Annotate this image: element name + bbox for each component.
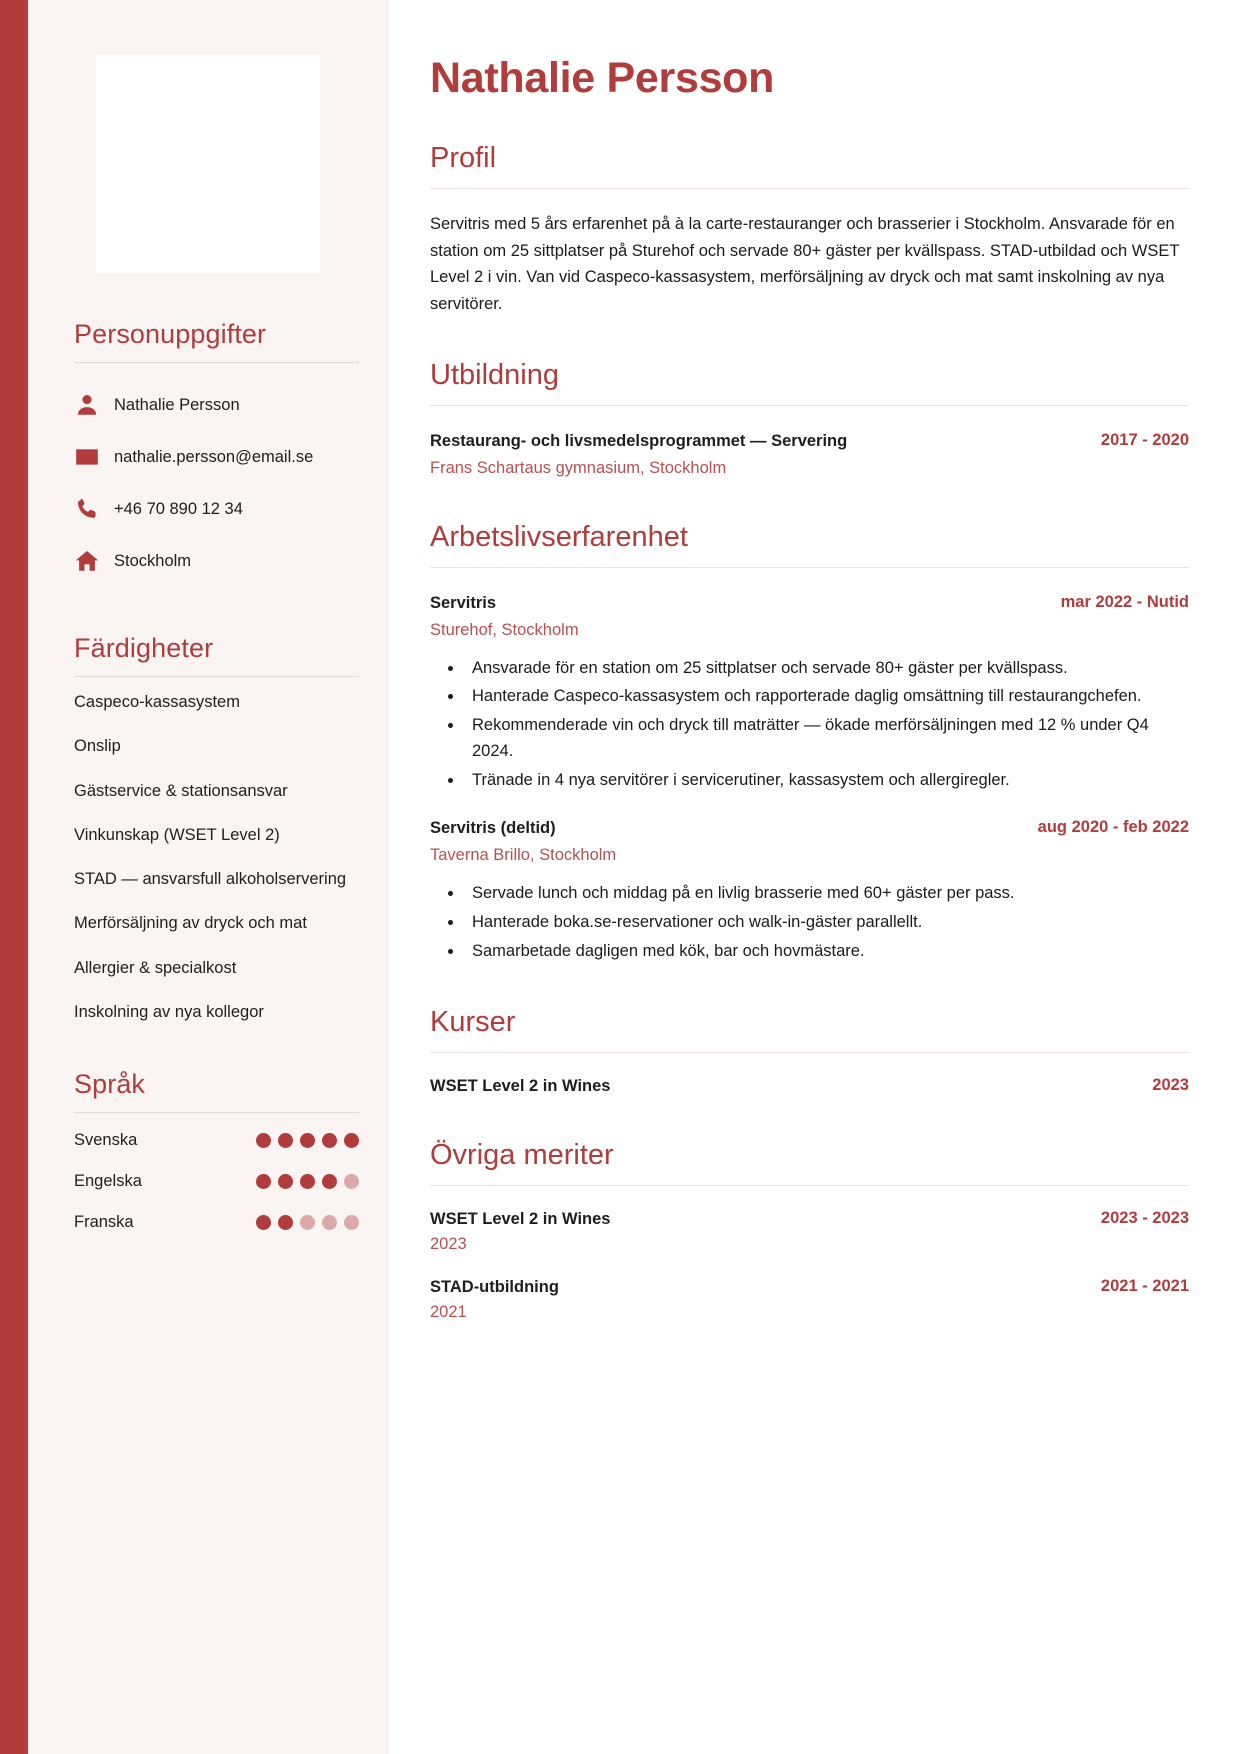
section-heading-profile: Profil [430,142,497,175]
education-institution: Frans Schartaus gymnasium, Stockholm [430,458,727,477]
skill-item: Caspeco-kassasystem [74,693,240,711]
experience-entry [430,592,1189,794]
personal-details-heading: Personuppgifter [74,319,267,349]
merit-title: STAD-utbildning [430,1278,559,1297]
contact-row-phone[interactable] [74,483,359,535]
education-date: 2017 - 2020 [1100,430,1189,449]
skill-item: Merförsäljning av dryck och mat [74,914,307,933]
divider [430,1185,1189,1186]
main-content [388,0,1241,1754]
home-icon [74,548,114,574]
education-title: Restaurang- och livsmedelsprogrammet — Servering [430,431,848,450]
merit-title: WSET Level 2 in Wines [430,1210,611,1229]
language-level-dot [322,1174,337,1189]
language-level-dots [256,1133,359,1148]
phone-icon [74,496,114,522]
section-heading-education: Utbildning [430,358,559,391]
course-date: 2023 [1152,1075,1189,1094]
experience-bullet: • Samarbetade dagligen med kök, bar och hovmästare. [464,939,1189,965]
skills-list [74,691,359,1023]
skills-heading: Färdigheter [74,633,214,663]
language-name: Franska [74,1213,134,1232]
language-level-dot [344,1174,359,1189]
experience-date: mar 2022 - Nutid [1060,592,1189,611]
divider [74,676,359,677]
language-row [74,1172,359,1191]
experience-bullet: • Tränade in 4 nya servitörer i servicerutiner, kassasystem och allergiregler. [464,768,1189,794]
language-level-dot [300,1174,315,1189]
languages-heading: Språk [74,1069,146,1100]
skill-item: Gästservice & stationsansvar [74,781,288,800]
course-entry [430,1075,1189,1099]
language-level-dot [256,1133,271,1148]
merit-entry [430,1276,1189,1322]
language-level-dot [300,1215,315,1230]
skill-item: Allergier & specialkost [74,958,237,977]
experience-bullet: • Rekommenderade vin och dryck till maträtter — ökade merförsäljningen med 12 % under Q4 2024. [464,713,1189,764]
contact-row-name [74,379,359,431]
divider [74,1112,359,1113]
experience-employer: Sturehof, Stockholm [430,620,579,639]
contact-value-name: Nathalie Persson [114,395,240,414]
experience-list [430,592,1189,965]
contact-value-location: Stockholm [114,551,192,570]
divider [430,188,1189,189]
languages-list [74,1131,359,1232]
language-row [74,1131,359,1150]
skill-item: Vinkunskap (WSET Level 2) [74,825,280,844]
language-level-dot [256,1174,271,1189]
skill-item: STAD — ansvarsfull alkoholservering [74,870,347,889]
language-level-dots [256,1215,359,1230]
photo-container [28,0,387,273]
divider [430,405,1189,406]
language-level-dots [256,1174,359,1189]
profile-summary-text: Servitris med 5 års erfarenhet på à la carte-restauranger och brasserier i Stockholm. Ansvarade för en station om 25 sittplatser på Sturehof och servade 80+ gäster per kvällspass. STAD-utbildad och WSET Level 2 i vin. Van vid Caspeco-kassasystem, merförsäljning av dryck och mat samt inskolning av nya servitörer. [430,215,1180,314]
language-row [74,1213,359,1232]
experience-bullets [464,881,1189,964]
contact-list [74,379,359,587]
course-title: WSET Level 2 in Wines [430,1076,611,1095]
experience-bullet: • Servade lunch och middag på en livlig brasserie med 60+ gäster per pass. [464,881,1189,907]
merit-date: 2021 - 2021 [1100,1277,1189,1296]
language-level-dot [344,1215,359,1230]
merit-date: 2023 - 2023 [1100,1209,1189,1228]
contact-row-email[interactable] [74,431,359,483]
section-heading-experience: Arbetslivserfarenhet [430,520,688,553]
language-level-dot [344,1133,359,1148]
language-level-dot [278,1133,293,1148]
envelope-icon [74,444,114,470]
sidebar [28,0,388,1754]
language-level-dot [278,1174,293,1189]
other-merits-list [430,1208,1189,1322]
merit-entry [430,1208,1189,1254]
section-heading-courses: Kurser [430,1005,516,1038]
experience-bullets [464,656,1189,794]
experience-bullet: • Ansvarade för en station om 25 sittplatser och servade 80+ gäster per kvällspass. [464,656,1189,682]
person-icon [74,392,114,418]
skill-item: Inskolning av nya kollegor [74,1002,264,1021]
left-accent-stripe [0,0,28,1754]
language-level-dot [300,1133,315,1148]
profile-photo-placeholder [96,55,320,273]
skill-item: Onslip [74,737,121,756]
experience-bullet: • Hanterade Caspeco-kassasystem och rapporterade daglig omsättning till restaurangchefen. [464,684,1189,710]
divider [430,567,1189,568]
divider [74,362,359,363]
language-level-dot [322,1215,337,1230]
education-entry [430,430,1189,480]
merit-note: 2021 [430,1303,467,1322]
language-level-dot [256,1215,271,1230]
page-title: Nathalie Persson [430,54,775,102]
experience-bullet: • Hanterade boka.se-reservationer och walk-in-gäster parallellt. [464,910,1189,936]
experience-title: Servitris [430,593,497,612]
language-name: Engelska [74,1172,142,1191]
contact-value-email: nathalie.persson@email.se [114,447,314,466]
language-name: Svenska [74,1131,138,1150]
experience-entry [430,817,1189,964]
experience-employer: Taverna Brillo, Stockholm [430,846,617,865]
contact-value-phone: +46 70 890 12 34 [114,499,243,518]
experience-date: aug 2020 - feb 2022 [1037,818,1189,837]
language-level-dot [278,1215,293,1230]
contact-row-location [74,535,359,587]
merit-note: 2023 [430,1235,467,1254]
experience-title: Servitris (deltid) [430,819,556,838]
section-heading-other: Övriga meriter [430,1139,614,1172]
language-level-dot [322,1133,337,1148]
divider [430,1052,1189,1053]
